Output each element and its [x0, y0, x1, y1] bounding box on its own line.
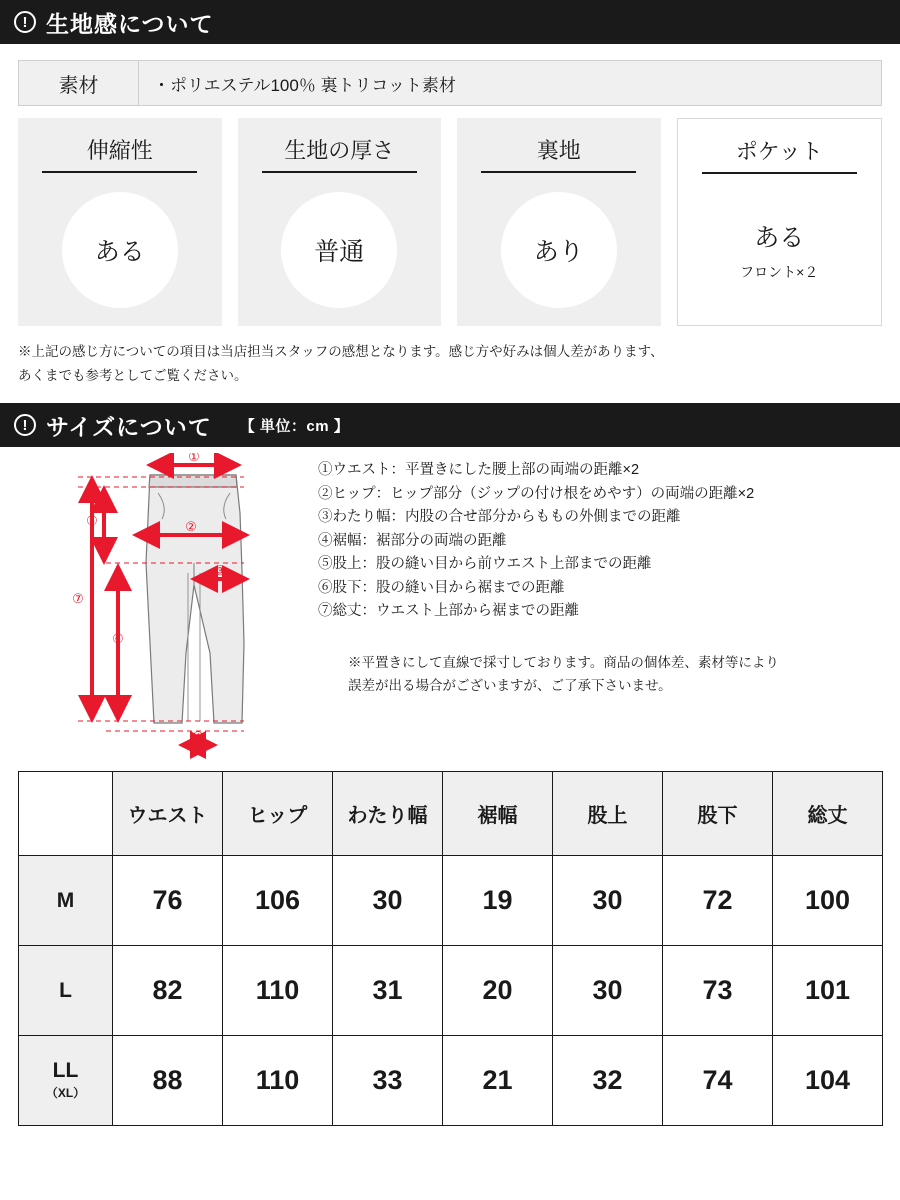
diagram-label-6: ⑥ [112, 631, 124, 647]
measurement-disclaimer [318, 652, 882, 698]
cell-waist: 76 [113, 856, 223, 946]
cell-total-length: 101 [773, 946, 883, 1036]
cell-hem: 21 [443, 1036, 553, 1126]
cell-hip: 106 [223, 856, 333, 946]
feel-card-title: ポケット [702, 135, 857, 174]
cell-inseam: 73 [663, 946, 773, 1036]
table-row [19, 1036, 883, 1126]
measurement-disclaimer-line: 誤差が出る場合がございますが、ご了承下さいませ。 [348, 677, 672, 693]
table-header-cell: 裾幅 [443, 772, 553, 856]
row-size-label: M [19, 856, 113, 946]
measurement-legend [318, 453, 882, 763]
feel-card-body [238, 173, 442, 326]
exclamation-icon: ! [14, 414, 36, 436]
table-header-cell: 総丈 [773, 772, 883, 856]
cell-rise: 30 [553, 856, 663, 946]
feel-card-value: ある [94, 237, 145, 266]
table-header-cell: わたり幅 [333, 772, 443, 856]
size-table [18, 771, 883, 1126]
table-row [19, 856, 883, 946]
table-header-cell: 股上 [553, 772, 663, 856]
fabric-section-body [0, 60, 900, 387]
cell-thigh: 33 [333, 1036, 443, 1126]
exclamation-icon: ! [14, 11, 36, 33]
feel-card-value: 普通 [314, 237, 365, 266]
section-header-size [0, 403, 900, 447]
cell-hip: 110 [223, 1036, 333, 1126]
table-header-cell [19, 772, 113, 856]
size-unit-label: 【 単位：cm 】 [239, 417, 350, 435]
feel-card-body [678, 174, 882, 325]
legend-item: ⑤股上：股の縫い目から前ウエスト上部までの距離 [318, 556, 652, 573]
cell-inseam: 72 [663, 856, 773, 946]
table-header-row [19, 772, 883, 856]
cell-thigh: 31 [333, 946, 443, 1036]
legend-item: ⑥股下：股の縫い目から裾までの距離 [318, 579, 565, 596]
diagram-label-2: ② [185, 519, 197, 535]
section-title-size: サイズについて [46, 413, 212, 440]
diagram-label-5: ⑤ [86, 513, 98, 529]
pants-diagram-svg [18, 453, 318, 763]
feel-card-title: 裏地 [481, 134, 636, 173]
feel-card-pocket [677, 118, 883, 326]
feel-card-thickness [238, 118, 442, 326]
diagram-label-3: ③ [214, 563, 226, 579]
cell-total-length: 100 [773, 856, 883, 946]
legend-item: ①ウエスト：平置きにした腰上部の両端の距離×2 [318, 462, 640, 479]
feel-card-body [18, 173, 222, 326]
table-header-cell: 股下 [663, 772, 773, 856]
material-value: ・ポリエステル100％ 裏トリコット素材 [139, 61, 881, 105]
cell-waist: 88 [113, 1036, 223, 1126]
cell-rise: 30 [553, 946, 663, 1036]
fabric-disclaimer [18, 340, 882, 387]
fabric-disclaimer-line: あくまでも参考としてご覧ください。 [18, 367, 248, 383]
cell-hem: 20 [443, 946, 553, 1036]
feel-card-lining [457, 118, 661, 326]
cell-total-length: 104 [773, 1036, 883, 1126]
table-header-cell: ウエスト [113, 772, 223, 856]
cell-thigh: 30 [333, 856, 443, 946]
section-header-fabric [0, 0, 900, 44]
diagram-label-4: ④ [192, 729, 204, 745]
size-section-body [0, 453, 900, 763]
feel-card-note: フロント×２ [740, 263, 819, 280]
fabric-disclaimer-line: ※上記の感じ方についての項目は当店担当スタッフの感想となります。感じ方や好みは個人差があります、 [18, 344, 664, 359]
pants-measurement-diagram [18, 453, 318, 763]
table-header-cell: ヒップ [223, 772, 333, 856]
legend-item: ⑦総丈：ウエスト上部から裾までの距離 [318, 603, 579, 620]
feel-card-grid [18, 118, 882, 326]
feel-card-stretch [18, 118, 222, 326]
row-size-label [19, 1036, 113, 1126]
legend-item: ③わたり幅：内股の合せ部分からももの外側までの距離 [318, 509, 681, 526]
legend-item: ④裾幅：裾部分の両端の距離 [318, 532, 507, 549]
material-label: 素材 [19, 61, 139, 105]
cell-hem: 19 [443, 856, 553, 946]
material-row [18, 60, 882, 106]
section-title-fabric: 生地感について [46, 10, 214, 37]
row-size-label: L [19, 946, 113, 1036]
table-row [19, 946, 883, 1036]
feel-card-body [457, 173, 661, 326]
diagram-label-7: ⑦ [72, 591, 84, 607]
measurement-disclaimer-line: ※平置きにして直線で採寸しております。商品の個体差、素材等により [348, 654, 779, 670]
feel-card-title: 生地の厚さ [262, 134, 417, 173]
cell-hip: 110 [223, 946, 333, 1036]
cell-inseam: 74 [663, 1036, 773, 1126]
cell-waist: 82 [113, 946, 223, 1036]
diagram-label-1: ① [188, 453, 200, 465]
row-size-sub: （XL） [45, 1086, 86, 1101]
feel-card-title: 伸縮性 [42, 134, 197, 173]
legend-item: ②ヒップ：ヒップ部分（ジップの付け根をめやす）の両端の距離×2 [318, 485, 755, 502]
feel-card-value: ある [754, 223, 805, 252]
row-size-main: LL [52, 1059, 79, 1083]
feel-card-value: あり [533, 237, 584, 266]
cell-rise: 32 [553, 1036, 663, 1126]
